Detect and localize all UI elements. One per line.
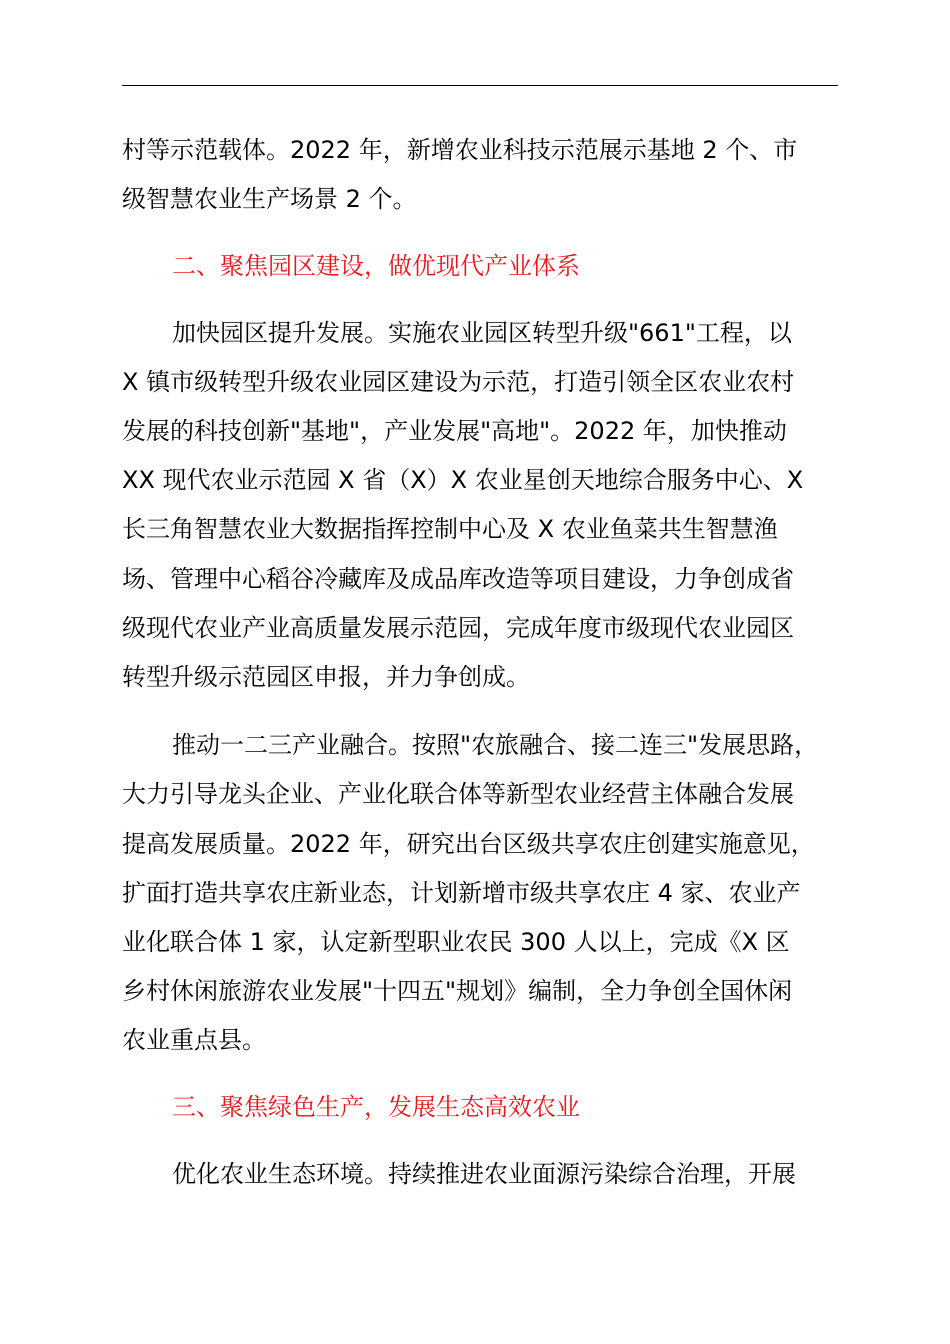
paragraph-line: 转型升级示范园区申报，并力争创成。 <box>122 663 530 691</box>
paragraph-line: 村等示范载体。2022 年，新增农业科技示范展示基地 2 个、市 <box>122 136 798 164</box>
paragraph-line: 业化联合体 1 家，认定新型职业农民 300 人以上，完成《X 区 <box>122 928 790 956</box>
section-heading-3: 三、聚焦绿色生产，发展生态高效农业 <box>172 1093 580 1121</box>
section-heading-2: 二、聚焦园区建设，做优现代产业体系 <box>172 252 580 280</box>
paragraph-line: X 镇市级转型升级农业园区建设为示范，打造引领全区农业农村 <box>122 368 795 396</box>
paragraph-line: 乡村休闲旅游农业发展"十四五"规划》编制，全力争创全国休闲 <box>122 977 793 1005</box>
paragraph-line: 级智慧农业生产场景 2 个。 <box>122 185 417 213</box>
paragraph-line: 长三角智慧农业大数据指挥控制中心及 X 农业鱼菜共生智慧渔 <box>122 515 778 543</box>
paragraph-line: 扩面打造共享农庄新业态，计划新增市级共享农庄 4 家、农业产 <box>122 879 801 907</box>
paragraph-line: 级现代农业产业高质量发展示范园，完成年度市级现代农业园区 <box>122 614 794 642</box>
paragraph-line: XX 现代农业示范园 X 省（X）X 农业星创天地综合服务中心、X <box>122 466 804 494</box>
paragraph-line: 发展的科技创新"基地"，产业发展"高地"。2022 年，加快推动 <box>122 417 787 445</box>
paragraph-line: 优化农业生态环境。持续推进农业面源污染综合治理，开展 <box>172 1160 796 1188</box>
header-rule <box>122 85 838 86</box>
paragraph-line: 提高发展质量。2022 年，研究出台区级共享农庄创建实施意见， <box>122 830 815 858</box>
paragraph-line: 加快园区提升发展。实施农业园区转型升级"661"工程，以 <box>172 319 792 347</box>
paragraph-line: 大力引导龙头企业、产业化联合体等新型农业经营主体融合发展 <box>122 780 794 808</box>
paragraph-line: 推动一二三产业融合。按照"农旅融合、接二连三"发展思路， <box>172 731 819 759</box>
paragraph-line: 农业重点县。 <box>122 1026 266 1054</box>
paragraph-line: 场、管理中心稻谷冷藏库及成品库改造等项目建设，力争创成省 <box>122 565 794 593</box>
